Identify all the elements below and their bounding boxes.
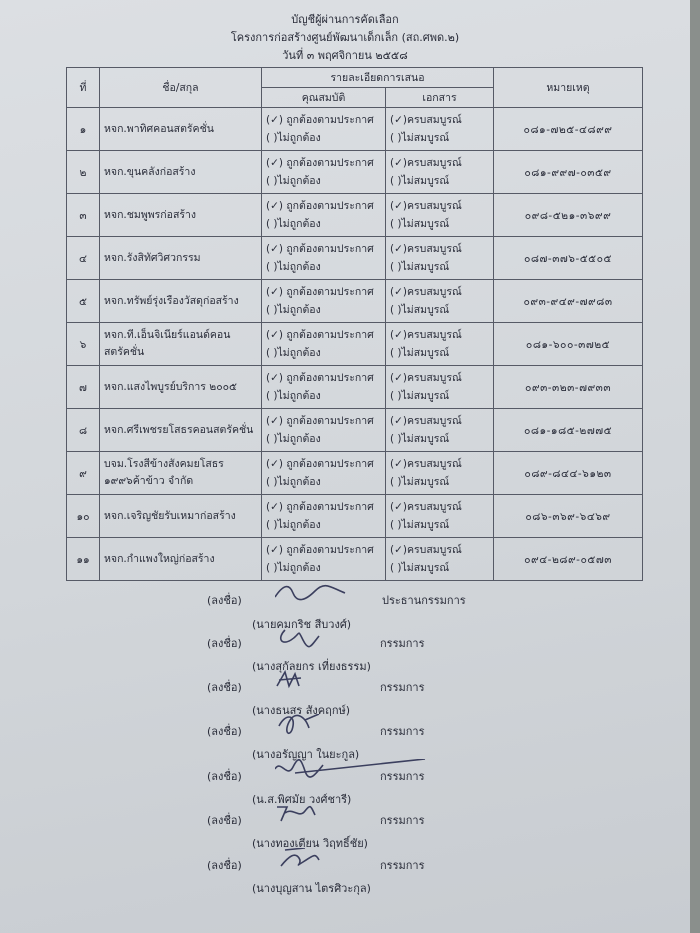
qualification-correct: (✓) ถูกต้องตามประกาศ	[266, 501, 374, 513]
documents-cell	[386, 194, 494, 237]
signatory-name: (นายคมกริช สีบวงศ์)	[252, 618, 352, 631]
candidates-table	[66, 67, 643, 581]
documents-incomplete: ( )ไม่สมบูรณ์	[390, 433, 450, 445]
documents-complete: (✓)ครบสมบูรณ์	[390, 200, 462, 212]
documents-complete: (✓)ครบสมบูรณ์	[390, 243, 462, 255]
sign-label: (ลงชื่อ)	[207, 637, 242, 650]
committee-role: กรรมการ	[380, 770, 425, 783]
documents-complete: (✓)ครบสมบูรณ์	[390, 286, 462, 298]
sign-label: (ลงชื่อ)	[207, 859, 242, 872]
row-number: ๗	[67, 366, 100, 409]
documents-incomplete: ( )ไม่สมบูรณ์	[390, 261, 450, 273]
phone-note: ๐๙๘-๕๒๑-๓๖๙๙	[494, 194, 643, 237]
signatory-name: (น.ส.พิศมัย วงศ์ชารี)	[252, 793, 352, 806]
qualification-incorrect: ( )ไม่ถูกต้อง	[266, 390, 321, 402]
phone-note: ๐๙๓-๙๔๙-๗๙๘๓	[494, 280, 643, 323]
qualification-cell	[262, 280, 386, 323]
handwritten-signature	[275, 626, 350, 650]
qualification-correct: (✓) ถูกต้องตามประกาศ	[266, 329, 374, 341]
documents-cell	[386, 366, 494, 409]
documents-complete: (✓)ครบสมบูรณ์	[390, 544, 462, 556]
phone-note: ๐๘๖-๓๖๙-๖๔๖๙	[494, 495, 643, 538]
signatory-name: (นางบุญสาน ไตรศิวะกุล)	[252, 882, 371, 895]
qualification-cell	[262, 194, 386, 237]
qualification-incorrect: ( )ไม่ถูกต้อง	[266, 261, 321, 273]
company-name: หจก.รังสิทัศวิศวกรรม	[100, 237, 262, 280]
qualification-incorrect: ( )ไม่ถูกต้อง	[266, 132, 321, 144]
sign-label: (ลงชื่อ)	[207, 681, 242, 694]
signatory-name: (นางสุกัลยกร เที่ยงธรรม)	[252, 660, 371, 673]
documents-incomplete: ( )ไม่สมบูรณ์	[390, 175, 450, 187]
committee-role: ประธานกรรมการ	[382, 594, 466, 607]
row-number: ๖	[67, 323, 100, 366]
qualification-correct: (✓) ถูกต้องตามประกาศ	[266, 286, 374, 298]
phone-note: ๐๘๑-๗๒๕-๔๘๙๙	[494, 108, 643, 151]
row-number: ๙	[67, 452, 100, 495]
table-row	[67, 280, 643, 323]
handwritten-signature	[275, 583, 350, 607]
documents-cell	[386, 323, 494, 366]
qualification-incorrect: ( )ไม่ถูกต้อง	[266, 562, 321, 574]
qualification-cell	[262, 151, 386, 194]
company-name: หจก.กำแพงใหญ่ก่อสร้าง	[100, 538, 262, 581]
qualification-correct: (✓) ถูกต้องตามประกาศ	[266, 372, 374, 384]
company-name: หจก.ขุนคลังก่อสร้าง	[100, 151, 262, 194]
phone-note: ๐๘๙-๘๔๔-๖๑๒๓	[494, 452, 643, 495]
company-name: หจก.พาทิศคอนสตรัคชั่น	[100, 108, 262, 151]
phone-note: ๐๘๑-๙๙๗-๐๓๕๙	[494, 151, 643, 194]
documents-incomplete: ( )ไม่สมบูรณ์	[390, 390, 450, 402]
table-row	[67, 538, 643, 581]
row-number: ๑๐	[67, 495, 100, 538]
sign-label: (ลงชื่อ)	[207, 814, 242, 827]
sign-label: (ลงชื่อ)	[207, 770, 242, 783]
table-row	[67, 151, 643, 194]
company-name: หจก.เจริญชัยรับเหมาก่อสร้าง	[100, 495, 262, 538]
phone-note: ๐๘๑-๑๘๕-๒๗๗๕	[494, 409, 643, 452]
qualification-incorrect: ( )ไม่ถูกต้อง	[266, 433, 321, 445]
phone-note: ๐๘๗-๓๗๖-๕๕๐๕	[494, 237, 643, 280]
header-note: หมายเหตุ	[494, 68, 643, 108]
qualification-cell	[262, 495, 386, 538]
header-documents: เอกสาร	[386, 88, 494, 108]
table-row	[67, 409, 643, 452]
row-number: ๑	[67, 108, 100, 151]
header-no: ที่	[67, 68, 100, 108]
documents-complete: (✓)ครบสมบูรณ์	[390, 458, 462, 470]
header-qualification: คุณสมบัติ	[262, 88, 386, 108]
table-row	[67, 108, 643, 151]
documents-incomplete: ( )ไม่สมบูรณ์	[390, 132, 450, 144]
header-name: ชื่อ/สกุล	[100, 68, 262, 108]
qualification-cell	[262, 409, 386, 452]
row-number: ๒	[67, 151, 100, 194]
table-row	[67, 194, 643, 237]
qualification-correct: (✓) ถูกต้องตามประกาศ	[266, 458, 374, 470]
qualification-correct: (✓) ถูกต้องตามประกาศ	[266, 544, 374, 556]
committee-role: กรรมการ	[380, 681, 425, 694]
committee-role: กรรมการ	[380, 814, 425, 827]
documents-cell	[386, 409, 494, 452]
documents-complete: (✓)ครบสมบูรณ์	[390, 329, 462, 341]
documents-incomplete: ( )ไม่สมบูรณ์	[390, 347, 450, 359]
row-number: ๘	[67, 409, 100, 452]
qualification-incorrect: ( )ไม่ถูกต้อง	[266, 347, 321, 359]
documents-complete: (✓)ครบสมบูรณ์	[390, 372, 462, 384]
documents-incomplete: ( )ไม่สมบูรณ์	[390, 218, 450, 230]
documents-cell	[386, 495, 494, 538]
qualification-correct: (✓) ถูกต้องตามประกาศ	[266, 200, 374, 212]
phone-note: ๐๙๔-๒๘๙-๐๕๗๓	[494, 538, 643, 581]
qualification-incorrect: ( )ไม่ถูกต้อง	[266, 476, 321, 488]
company-name: หจก.ทรัพย์รุ่งเรืองวัสดุก่อสร้าง	[100, 280, 262, 323]
documents-complete: (✓)ครบสมบูรณ์	[390, 415, 462, 427]
qualification-correct: (✓) ถูกต้องตามประกาศ	[266, 114, 374, 126]
documents-cell	[386, 452, 494, 495]
company-name: หจก.ที.เอ็นจิเนียร์แอนด์คอนสตรัคชั่น	[100, 323, 262, 366]
table-row	[67, 237, 643, 280]
documents-incomplete: ( )ไม่สมบูรณ์	[390, 304, 450, 316]
qualification-cell	[262, 323, 386, 366]
qualification-cell	[262, 452, 386, 495]
documents-complete: (✓)ครบสมบูรณ์	[390, 501, 462, 513]
handwritten-signature	[275, 803, 350, 827]
documents-complete: (✓)ครบสมบูรณ์	[390, 157, 462, 169]
committee-role: กรรมการ	[380, 637, 425, 650]
qualification-cell	[262, 108, 386, 151]
qualification-incorrect: ( )ไม่ถูกต้อง	[266, 218, 321, 230]
qualification-incorrect: ( )ไม่ถูกต้อง	[266, 519, 321, 531]
qualification-correct: (✓) ถูกต้องตามประกาศ	[266, 415, 374, 427]
handwritten-signature	[275, 714, 350, 738]
qualification-cell	[262, 366, 386, 409]
documents-cell	[386, 237, 494, 280]
table-row	[67, 366, 643, 409]
documents-cell	[386, 108, 494, 151]
qualification-correct: (✓) ถูกต้องตามประกาศ	[266, 157, 374, 169]
phone-note: ๐๘๑-๖๐๐-๓๗๒๕	[494, 323, 643, 366]
committee-role: กรรมการ	[380, 859, 425, 872]
documents-incomplete: ( )ไม่สมบูรณ์	[390, 519, 450, 531]
row-number: ๓	[67, 194, 100, 237]
qualification-incorrect: ( )ไม่ถูกต้อง	[266, 304, 321, 316]
phone-note: ๐๙๓-๓๒๓-๗๙๓๓	[494, 366, 643, 409]
project-title: โครงการก่อสร้างศูนย์พัฒนาเด็กเล็ก (สถ.ศพด.๒)	[230, 31, 460, 44]
documents-cell	[386, 538, 494, 581]
table-row	[67, 323, 643, 366]
handwritten-signature	[275, 670, 350, 694]
qualification-cell	[262, 237, 386, 280]
header-details: รายละเอียดการเสนอ	[262, 68, 494, 88]
company-name: บจม.โรงสีข้างสังคมยโสธร ๑๙๙๖ค้าข้าว จำกัด	[100, 452, 262, 495]
company-name: หจก.ศรีเพชรยโสธรคอนสตรัคชั่น	[100, 409, 262, 452]
table-row	[67, 495, 643, 538]
committee-role: กรรมการ	[380, 725, 425, 738]
document-title: บัญชีผู้ผ่านการคัดเลือก	[291, 13, 399, 26]
documents-incomplete: ( )ไม่สมบูรณ์	[390, 562, 450, 574]
handwritten-signature	[275, 848, 350, 872]
documents-complete: (✓)ครบสมบูรณ์	[390, 114, 462, 126]
signatory-name: (นางธนสร สังคฤกษ์)	[252, 704, 351, 717]
qualification-incorrect: ( )ไม่ถูกต้อง	[266, 175, 321, 187]
documents-incomplete: ( )ไม่สมบูรณ์	[390, 476, 450, 488]
company-name: หจก.แสงไพบูรย์บริการ ๒๐๐๕	[100, 366, 262, 409]
company-name: หจก.ชมพูพรก่อสร้าง	[100, 194, 262, 237]
document-date: วันที่ ๓ พฤศจิกายน ๒๕๕๘	[282, 49, 408, 62]
documents-cell	[386, 280, 494, 323]
signatory-name: (นางทองเตียน วิฤทธิ์ชัย)	[252, 837, 368, 850]
signatory-name: (นางอรัญญา ในยะกูล)	[252, 748, 360, 761]
documents-cell	[386, 151, 494, 194]
row-number: ๑๑	[67, 538, 100, 581]
row-number: ๔	[67, 237, 100, 280]
qualification-correct: (✓) ถูกต้องตามประกาศ	[266, 243, 374, 255]
row-number: ๕	[67, 280, 100, 323]
qualification-cell	[262, 538, 386, 581]
table-row	[67, 452, 643, 495]
sign-label: (ลงชื่อ)	[207, 725, 242, 738]
sign-label: (ลงชื่อ)	[207, 594, 242, 607]
